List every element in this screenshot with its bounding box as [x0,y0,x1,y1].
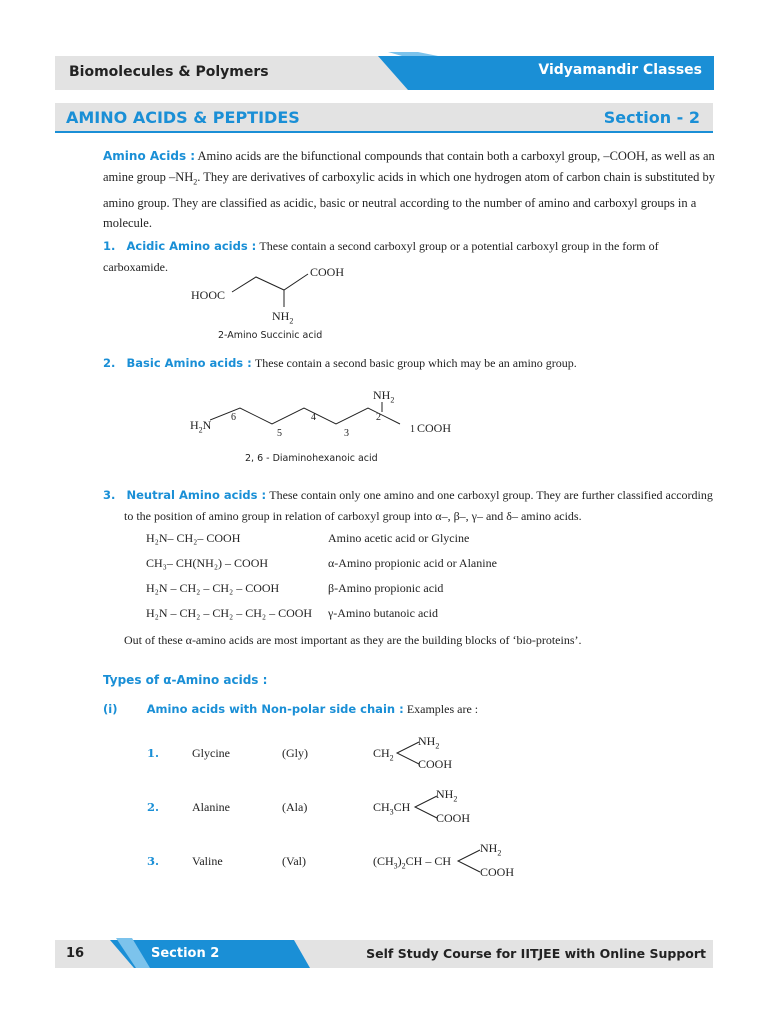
intro-line-1 [103,146,715,167]
acidic-term: Acidic Amino acids : [126,239,257,253]
header-subject: Biomolecules & Polymers [69,64,269,80]
acidic-label-cooh: COOH [310,265,345,279]
basic-label-h2n [190,418,211,434]
section-bar-underline [55,131,713,133]
type-1-number: 1. [147,746,160,760]
neutral-row-4-name: γ-Amino butanoic acid [328,606,438,620]
type-1-top-text: NH [418,734,436,748]
basic-c6: 6 [231,412,236,423]
neutral-term: Neutral Amino acids : [126,488,267,502]
type-1-left-sub: 2 [389,753,394,763]
basic-label-nh2 [373,388,394,404]
type-3-top-text: NH [480,841,498,855]
type-1-left [373,746,394,762]
neutral-row-4-formula: H₂N – CH₂ – CH₂ – CH₂ – COOH [146,606,313,620]
basic-c4: 4 [311,412,316,423]
intro-paragraph [103,146,715,234]
type-1-bottom: COOH [418,757,453,771]
basic-term: Basic Amino acids : [126,356,252,370]
type-2-top [436,787,457,803]
type-3-left-text: (CH [373,854,394,868]
neutral-text-2: to the position of amino group in relation of carboxyl group into α–, β–, γ– and δ– amino acids. [124,509,582,523]
type-3-top-sub: 2 [497,848,502,858]
basic-c2: 2 [376,412,381,423]
intro-text-2b: . They are derivatives of carboxylic acids in which one hydrogen atom of carbon chain is substituted by [197,169,715,184]
basic-caption: 2, 6 - Diaminohexanoic acid [245,453,378,464]
types-heading: Types of α-Amino acids : [103,673,268,687]
type-1-left-text: CH [373,746,390,760]
basic-h: H [190,418,199,432]
footer-section: Section 2 [151,946,220,961]
type-3-name: Valine [192,854,223,868]
type-2-left [373,800,410,816]
neutral-text-1: These contain only one amino and one carboxyl group. They are further classified according [269,488,713,502]
neutral-row-1-formula: H₂N– CH₂– COOH [146,531,241,545]
type-1-name: Glycine [192,746,230,760]
intro-text-1: Amino acids are the bifunctional compounds that contain both a carboxyl group, –COOH, as well as an [197,149,715,163]
basic-nh: NH [373,388,391,402]
type-2-left-sub: 3 [389,807,394,817]
basic-text: These contain a second basic group which may be an amino group. [254,356,577,370]
type-2-top-text: NH [436,787,454,801]
types-sub-term: Amino acids with Non-polar side chain : [146,702,404,716]
type-2-top-sub: 2 [453,794,458,804]
neutral-row-3-formula: H₂N – CH₂ – CH₂ – COOH [146,581,280,595]
basic-n: N [202,418,212,432]
basic-number: 2. [103,356,116,370]
type-2-bottom: COOH [436,811,471,825]
intro-text-2sub: 2 [193,177,198,186]
intro-line-4: molecule. [103,216,152,230]
acidic-heading-line [103,236,723,277]
type-2-abbr: (Ala) [282,800,308,814]
type-3-bonds [456,848,482,874]
basic-nh-sub: 2 [390,395,395,405]
neutral-row-3-name: β-Amino propionic acid [328,581,444,595]
type-2-number: 2. [147,800,160,814]
neutral-closing: Out of these α-amino acids are most important as they are the building blocks of ‘bio-proteins’. [124,633,582,647]
type-2-left-tail: CH [393,800,411,814]
neutral-number: 3. [103,488,116,502]
intro-line-3: amino group. They are classified as acidic, basic or neutral according to the number of amino and carboxyl groups in a [103,195,697,210]
basic-c3: 3 [344,428,349,439]
type-3-left [373,854,451,870]
type-1-top [418,734,439,750]
type-3-abbr: (Val) [282,854,306,868]
type-3-left-tail: ) [397,854,402,868]
intro-text-2a: amine group –NH [103,169,194,184]
type-3-number: 3. [147,854,160,868]
basic-h-sub: 2 [198,425,203,435]
neutral-heading-line [103,485,723,506]
type-1-abbr: (Gly) [282,746,308,760]
types-sub-line [103,699,723,720]
intro-line-2 [103,167,715,193]
section-title: AMINO ACIDS & PEPTIDES [66,108,300,127]
type-3-left-sub: 3 [393,861,398,871]
acidic-label-hooc: HOOC [191,288,226,302]
types-sub-number: (i) [103,702,118,716]
acidic-nh: NH [272,309,290,323]
type-3-left-sub2: 2 [401,861,406,871]
type-2-name: Alanine [192,800,230,814]
type-3-bottom: COOH [480,865,515,879]
footer-course: Self Study Course for IITJEE with Online Support [366,946,706,961]
type-1-top-sub: 2 [435,741,440,751]
acidic-label-nh2 [272,309,293,325]
basic-c1: 1 [410,424,415,435]
acidic-nh-sub: 2 [289,316,294,326]
neutral-row-1-name: Amino acetic acid or Glycine [328,531,470,545]
header-brand: Vidyamandir Classes [538,62,702,78]
footer-page-number: 16 [66,946,85,961]
type-3-top [480,841,501,857]
acidic-text: These contain a second carboxyl group or a potential carboxyl group in the form of carboxamide. [103,239,659,274]
basic-c5: 5 [277,428,282,439]
type-3-left-tail2: CH – CH [405,854,452,868]
acidic-number: 1. [103,239,116,253]
basic-label-cooh: COOH [417,421,452,435]
intro-term: Amino Acids : [103,149,196,163]
section-number: Section - 2 [603,108,700,127]
basic-heading-line [103,353,723,374]
neutral-row-2-name: α-Amino propionic acid or Alanine [328,556,497,570]
neutral-row-2-formula: CH₃– CH(NH₂) – COOH [146,556,269,570]
type-2-left-text: CH [373,800,390,814]
types-sub-text: Examples are : [406,702,479,716]
acidic-caption: 2-Amino Succinic acid [218,330,323,341]
